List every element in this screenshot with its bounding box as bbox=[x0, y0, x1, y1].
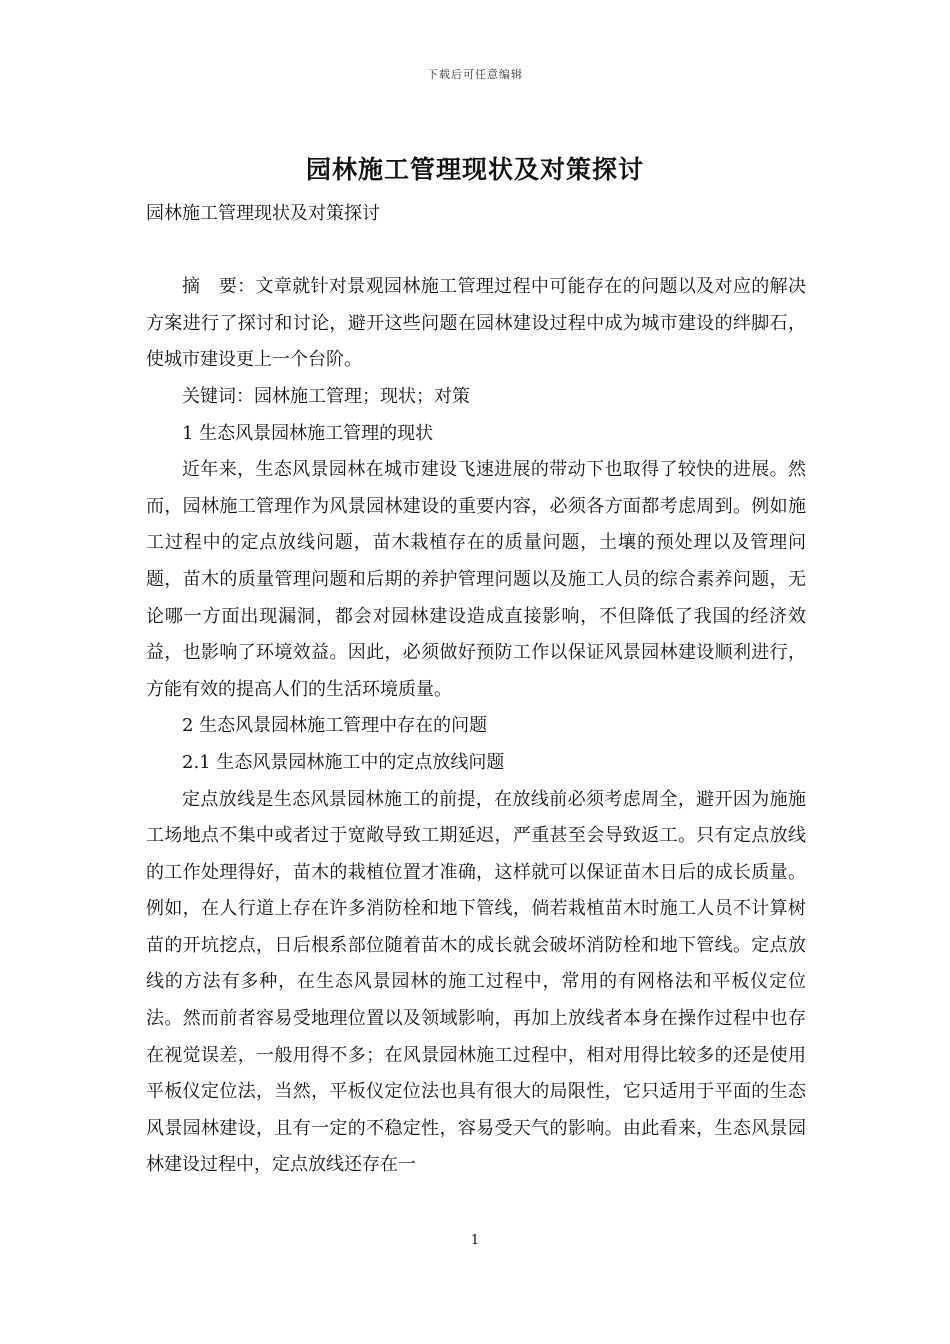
section-heading-1: 1 生态风景园林施工管理的现状 bbox=[182, 422, 434, 444]
header-note: 下载后可任意编辑 bbox=[427, 68, 523, 81]
document-body bbox=[146, 196, 806, 1184]
document-subtitle: 园林施工管理现状及对策探讨 bbox=[146, 203, 380, 224]
body-paragraph: 近年来，生态风景园林在城市建设飞速进展的带动下也取得了较快的进展。然而，园林施工管理作为风景园林建设的重要内容，必须各方面都考虑周到。例如施工过程中的定点放线问题，苗木栽植存在的质量问题，土壤的预处理以及管理问题，苗木的质量管理问题和后期的养护管理问题以及施工人员的综合素养问题，无论哪一方面出现漏洞，都会对园林建设造成直接影响，不但降低了我国的经济效益，也影响了环境效益。因此，必须做好预防工作以保证风景园林建设顺利进行，方能有效的提高人们的生活环境质量。 bbox=[146, 459, 806, 700]
subsection-heading-2-1: 2.1 生态风景园林施工中的定点放线问题 bbox=[182, 751, 505, 773]
abstract-paragraph: 摘 要：文章就针对景观园林施工管理过程中可能存在的问题以及对应的解决方案进行了探讨和讨论，避开这些问题在园林建设过程中成为城市建设的绊脚石，使城市建设更上一个台阶。 bbox=[146, 276, 806, 371]
page-number: 1 bbox=[470, 1233, 480, 1248]
keywords-paragraph: 关键词：园林施工管理；现状；对策 bbox=[182, 385, 470, 407]
document-title: 园林施工管理现状及对策探讨 bbox=[305, 155, 644, 184]
body-paragraph: 定点放线是生态风景园林施工的前提，在放线前必须考虑周全，避开因为施施工场地点不集中或者过于宽敞导致工期延迟，严重甚至会导致返工。只有定点放线的工作处理得好，苗木的栽植位置才准确，这样就可以保证苗木日后的成长质量。例如，在人行道上存在许多消防栓和地下管线，倘若栽植苗木时施工人员不计算树苗的开坑挖点，日后根系部位随着苗木的成长就会破坏消防栓和地下管线。定点放线的方法有多种，在生态风景园林的施工过程中，常用的有网格法和平板仪定位法。然而前者容易受地理位置以及领域影响，再加上放线者本身在操作过程中也存在视觉误差，一般用得不多；在风景园林施工过程中，相对用得比较多的还是使用平板仪定位法，当然，平板仪定位法也具有很大的局限性，它只适用于平面的生态风景园林建设，且有一定的不稳定性，容易受天气的影响。由此看来，生态风景园林建设过程中，定点放线还存在一 bbox=[146, 788, 806, 1176]
section-heading-2: 2 生态风景园林施工管理中存在的问题 bbox=[182, 715, 488, 737]
